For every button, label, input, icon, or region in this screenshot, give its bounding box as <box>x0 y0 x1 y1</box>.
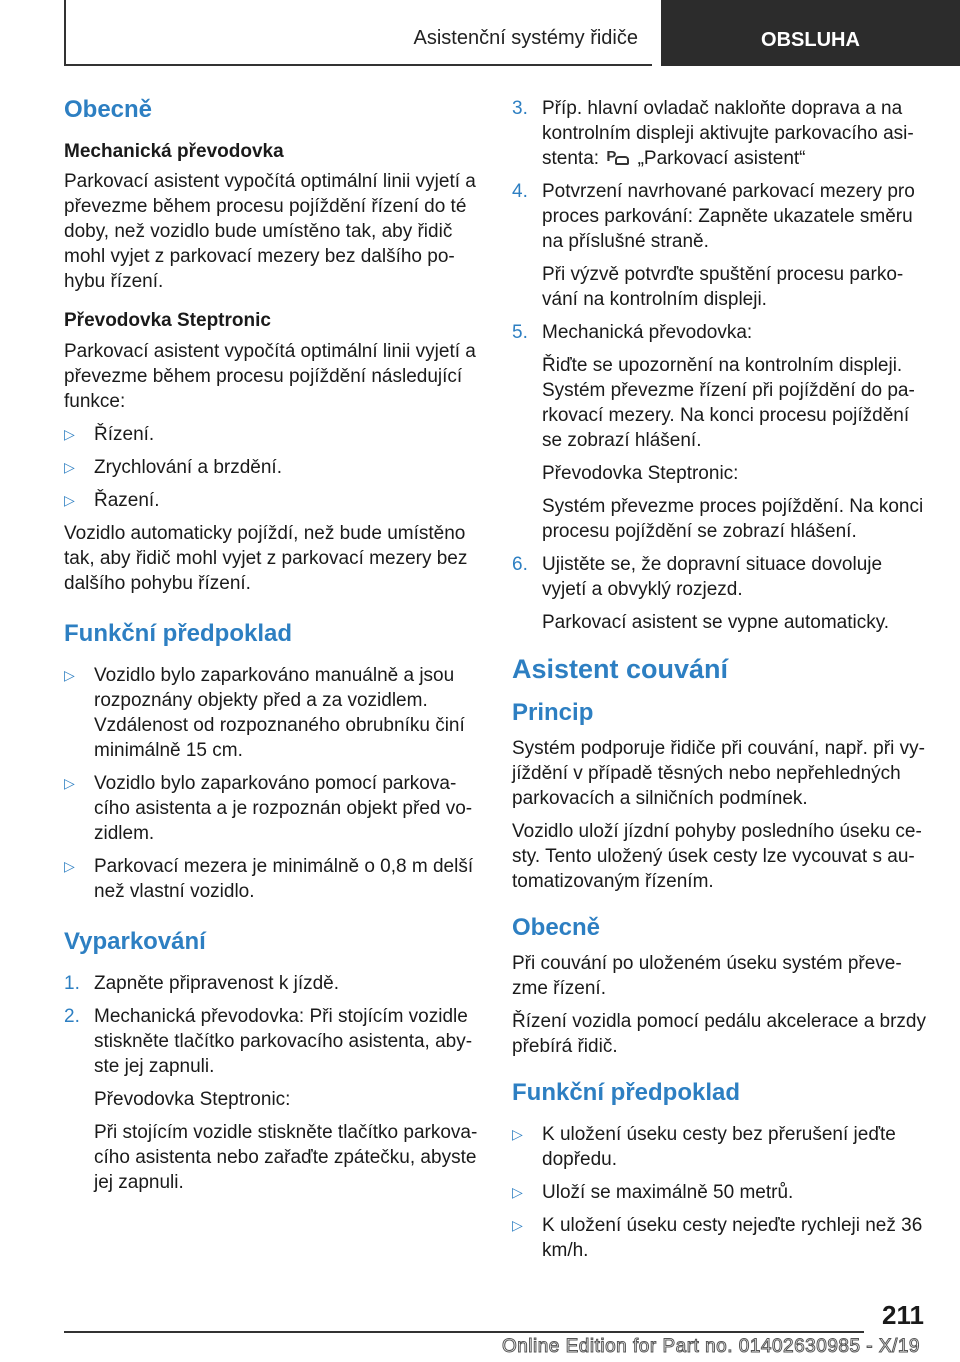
bullet-triangle-icon: ▷ <box>512 1216 523 1233</box>
parking-assistant-icon: P <box>604 146 632 168</box>
list-item: ▷ K uložení úseku cesty bez přerušení jeďte dopředu. <box>512 1123 896 1170</box>
bullet-triangle-icon: ▷ <box>64 458 75 475</box>
edition-note: Online Edition for Part no. 01402630985 - X/19 <box>501 1336 920 1357</box>
paragraph-general-2: Řízení vozidla pomocí pedálu akcelerace a brzdy přebírá řidič. <box>512 1010 927 1057</box>
list-item: 2. Mechanická převodovka: Při stojícím vozidle stiskněte tlačítko parkovacího asistenta, abyste jej zapnuli. Převodovka Steptronic: Při stojícím vozidle stiskněte tlačítko parkovacího asistenta nebo zařaďte zpátečku, abyste jej zapnuli. <box>64 1005 478 1193</box>
heading-function-prerequisite: Funkční předpoklad <box>64 619 293 647</box>
heading-principle: Princip <box>512 699 594 727</box>
list-item: ▷ Vozidlo bylo zaparkováno pomocí parkovacího asistenta a je rozpoznán objekt před vozidlem. <box>64 772 473 844</box>
list-item: 3. Příp. hlavní ovladač nakloňte doprava a na kontrolním displeji aktivujte parkovacího asistenta: P „Parkovací asistent“ <box>512 98 914 169</box>
list-item: ▷ Řazení. <box>64 489 160 511</box>
list-item: ▷ Zrychlování a brzdění. <box>64 456 282 478</box>
unpark-steps-continued <box>512 96 927 635</box>
heading-general-right: Obecně <box>512 914 601 942</box>
paragraph-manual: Parkovací asistent vypočítá optimální linii vyjetí a převezme během procesu pojíždění řízení do té doby, než vozidlo bude umístěno tak, aby řidič mohl vyjet z parkovací mezery bez dalšího pohybu řízení. <box>64 171 476 293</box>
unpark-steps <box>64 971 479 1195</box>
chapter-tab: OBSLUHA <box>661 0 960 66</box>
steptronic-list <box>64 422 479 513</box>
paragraph-steptronic: Parkovací asistent vypočítá optimální linii vyjetí a převezme během procesu pojíždění následující funkce: <box>64 340 476 412</box>
list-item: 6. Ujistěte se, že dopravní situace dovoluje vyjetí a obvyklý rozjezd. Parkovací asistent se vypne automaticky. <box>512 554 890 633</box>
list-item: ▷ K uložení úseku cesty nejeďte rychleji než 36 km/h. <box>512 1214 923 1261</box>
section-title: Asistenční systémy řidiče <box>413 27 638 49</box>
header-frame <box>64 0 652 66</box>
bullet-triangle-icon: ▷ <box>64 425 75 442</box>
prerequisite-list <box>64 663 479 904</box>
heading-general: Obecně <box>64 96 153 123</box>
footer-divider <box>64 1331 864 1333</box>
right-column <box>512 96 927 1271</box>
heading-unparking: Vyparkování <box>64 927 206 955</box>
paragraph-principle-2: Vozidlo uloží jízdní pohyby posledního úseku cesty. Tento uložený úsek cesty lze vycouvat s automatizovaným řízením. <box>512 821 922 893</box>
bullet-triangle-icon: ▷ <box>64 491 75 508</box>
bullet-triangle-icon: ▷ <box>64 666 75 683</box>
bullet-triangle-icon: ▷ <box>512 1183 523 1200</box>
list-item: ▷ Řízení. <box>64 423 155 445</box>
list-item: 1. Zapněte připravenost k jízdě. <box>64 972 340 994</box>
list-item: ▷ Vozidlo bylo zaparkováno manuálně a jsou rozpoznány objekty před a za vozidlem. Vzdálenost od rozpoznaného obrubníku činí minimálně 15 cm. <box>64 664 465 761</box>
prerequisite-list-right <box>512 1122 927 1263</box>
bullet-triangle-icon: ▷ <box>64 857 75 874</box>
heading-steptronic: Převodovka Steptronic <box>64 310 271 332</box>
list-item: ▷ Uloží se maximálně 50 metrů. <box>512 1181 794 1203</box>
bullet-triangle-icon: ▷ <box>64 774 75 791</box>
list-item: 4. Potvrzení navrhované parkovací mezery pro proces parkování: Zapněte ukazatele směru na příslušné straně. Při výzvě potvrďte spuštění procesu parkování na kontrolním displeji. <box>512 181 915 310</box>
list-item: 5. Mechanická převodovka: Řiďte se upozornění na kontrolním displeji. Systém převezme řízení při pojíždění do parkovací mezery. Na konci procesu pojíždění se zobrazí hlášení. Převodovka Steptronic: Systém převezme proces pojíždění. Na konci procesu pojíždění se zobrazí hlášení. <box>512 322 924 542</box>
heading-function-prerequisite-right: Funkční předpoklad <box>512 1078 741 1106</box>
heading-manual-gearbox: Mechanická převodovka <box>64 140 284 162</box>
heading-reverse-assistant: Asistent couvání <box>512 654 729 684</box>
left-column <box>64 96 479 1203</box>
page-number: 211 <box>882 1300 924 1330</box>
paragraph-general-1: Při couvání po uloženém úseku systém převezme řízení. <box>512 952 902 999</box>
list-item: ▷ Parkovací mezera je minimálně o 0,8 m delší než vlastní vozidlo. <box>64 855 474 902</box>
bullet-triangle-icon: ▷ <box>512 1125 523 1142</box>
paragraph-principle-1: Systém podporuje řidiče při couvání, např. při vyjíždění v případě těsných nebo nepřehledných parkovacích a silničních podmínek. <box>512 738 925 810</box>
page-header <box>0 0 960 66</box>
paragraph-steptronic-2: Vozidlo automaticky pojíždí, než bude umístěno tak, aby řidič mohl vyjet z parkovací mezery bez dalšího pohybu řízení. <box>64 522 468 594</box>
